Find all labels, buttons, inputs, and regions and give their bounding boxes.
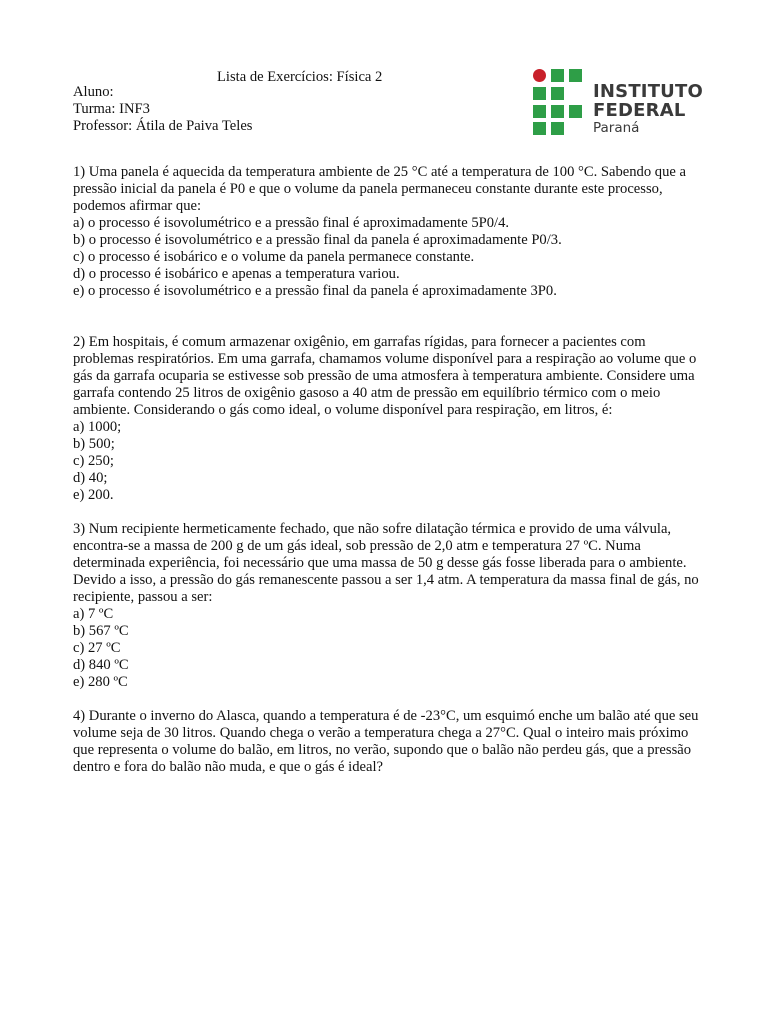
option-a: a) 1000; [73, 419, 122, 435]
option-d: d) 840 ºC [73, 657, 129, 673]
question-1 [73, 164, 703, 300]
question-text: 4) Durante o inverno do Alasca, quando a temperatura é de -23°C, um esquimó enche um balão até que seu volume seja de 30 litros. Quando chega o verão a temperatura chega a 27°C. Qual o inteiro mais próximo que representa o volume do balão, em litros, no verão, supondo que o balão não perdeu gás, que a pressão dentro e fora do balão não muda, e que o gás é ideal? [73, 708, 699, 775]
logo-line-instituto: INSTITUTO [593, 81, 703, 102]
logo-square [533, 122, 546, 135]
student-field: Aluno: [73, 84, 114, 100]
option-e: e) o processo é isovolumétrico e a pressão final da panela é aproximadamente 3P0. [73, 283, 557, 299]
logo-wordmark [593, 82, 703, 135]
option-e: e) 280 ºC [73, 674, 128, 690]
option-c: c) 27 ºC [73, 640, 121, 656]
option-c: c) 250; [73, 453, 114, 469]
logo-square [551, 105, 564, 118]
logo-red-dot [533, 69, 546, 82]
logo-grid-icon [533, 69, 585, 135]
logo-line-federal: FEDERAL [593, 100, 686, 121]
exercise-list [73, 164, 703, 776]
question-text: 3) Num recipiente hermeticamente fechado, que não sofre dilatação térmica e provido de uma válvula, encontra-se a massa de 200 g de um gás ideal, sob pressão de 2,0 atm e temperatura 27 ºC. Numa determinada experiência, foi necessário que uma massa de 50 g desse gás fosse liberada para o ambiente. Devido a isso, a pressão do gás remanescente passou a ser 1,4 atm. A temperatura da massa final de gás, no recipiente, passou a ser: [73, 521, 699, 605]
option-e: e) 200. [73, 487, 114, 503]
option-b: b) 500; [73, 436, 115, 452]
logo-square [569, 105, 582, 118]
institute-logo [533, 69, 708, 135]
question-4 [73, 708, 703, 776]
logo-square [551, 69, 564, 82]
option-a: a) o processo é isovolumétrico e a pressão final é aproximadamente 5P0/4. [73, 215, 510, 231]
logo-square [551, 87, 564, 100]
option-b: b) 567 ºC [73, 623, 129, 639]
teacher-field: Professor: Átila de Paiva Teles [73, 118, 253, 134]
question-text: 2) Em hospitais, é comum armazenar oxigênio, em garrafas rígidas, para fornecer a pacientes com problemas respiratórios. Em uma garrafa, chamamos volume disponível para a respiração ao volume que o gás da garrafa ocuparia se estivesse sob pressão de uma atmosfera à temperatura ambiente. Considere uma garrafa contendo 25 litros de oxigênio gasoso a 40 atm de pressão em equilíbrio térmico com o meio ambiente. Considerando o gás como ideal, o volume disponível para respiração, em litros, é: [73, 334, 697, 418]
question-3 [73, 521, 703, 691]
option-a: a) 7 ºC [73, 606, 114, 622]
document-title: Lista de Exercícios: Física 2 [217, 69, 383, 85]
logo-square [533, 105, 546, 118]
logo-square [569, 69, 582, 82]
option-d: d) o processo é isobárico e apenas a temperatura variou. [73, 266, 400, 282]
logo-square [551, 122, 564, 135]
option-c: c) o processo é isobárico e o volume da panela permanece constante. [73, 249, 475, 265]
logo-square [533, 87, 546, 100]
class-field: Turma: INF3 [73, 101, 150, 117]
logo-line-parana: Paraná [593, 120, 640, 136]
option-d: d) 40; [73, 470, 108, 486]
option-b: b) o processo é isovolumétrico e a pressão final da panela é aproximadamente P0/3. [73, 232, 562, 248]
question-2 [73, 334, 703, 504]
header-fields [73, 84, 252, 135]
question-text: 1) Uma panela é aquecida da temperatura ambiente de 25 °C até a temperatura de 100 °C. Sabendo que a pressão inicial da panela é P0 e que o volume da panela permaneceu constante durante este processo, podemos afirmar que: [73, 164, 687, 214]
